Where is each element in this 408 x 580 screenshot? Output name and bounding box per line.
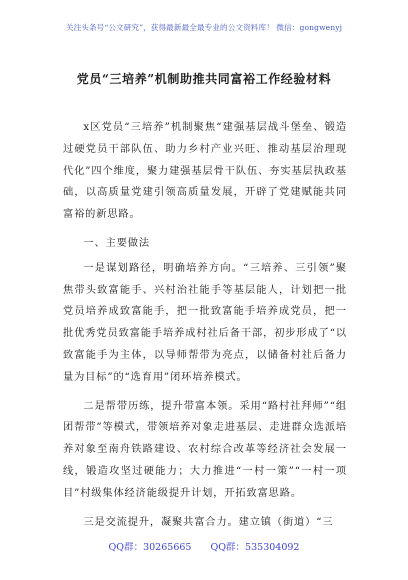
- header-banner: 关注头条号“公文研究”，获得最新最全最专业的公文资料库！ 微信：gongwenyj: [65, 23, 343, 32]
- qq-group-2: QQ群：535304092: [210, 542, 300, 553]
- intro-paragraph: x区党员“三培养”机制聚焦“建强基层战斗堡垒、锻造过硬党员干部队伍、助力乡村产业兴旺、推动基层治理现代化”四个维度，聚力建强基层骨干队伍、夯实基层执政基础，以高质量党建引领高质量发展，开辟了党建赋能共同富裕的新思路。: [63, 122, 347, 221]
- document-body: [63, 117, 347, 540]
- body-paragraph: 一是谋划路径，明确培养方向。“三培养、三引领”聚焦带头致富能手、兴村治社能手等基层能人，计划把一批党员培养成致富能手，把一批致富能手培养成党员，把一批优秀党员致富能手培养成村社后备干部，初步形成了“以致富能手为主体，以导师帮带为亮点，以储备村社后备力量为目标”的“选育用”闭环培养模式。: [63, 262, 347, 383]
- body-paragraph: 二是帮带历练，提升带富本领。采用“路村社拜师”“组团帮带”等模式，带领培养对象走进基层、走进群众选派培养对象至南舟铁路建设、农村综合改革等经济社会发展一线，锻造攻坚过硬能力；大力推进“一村一策”“一村一项目”村级集体经济能级提升计划，开拓致富思路。: [63, 400, 347, 499]
- document-title: 党员“三培养”机制助推共同富裕工作经验材料: [76, 72, 332, 86]
- body-paragraph: 三是交流提升，凝聚共富合力。建立镇（街道）“三: [83, 516, 334, 528]
- qq-group-1: QQ群：30265665: [108, 542, 192, 553]
- section-heading: 一、主要做法: [83, 237, 150, 249]
- footer-contact: [0, 539, 408, 553]
